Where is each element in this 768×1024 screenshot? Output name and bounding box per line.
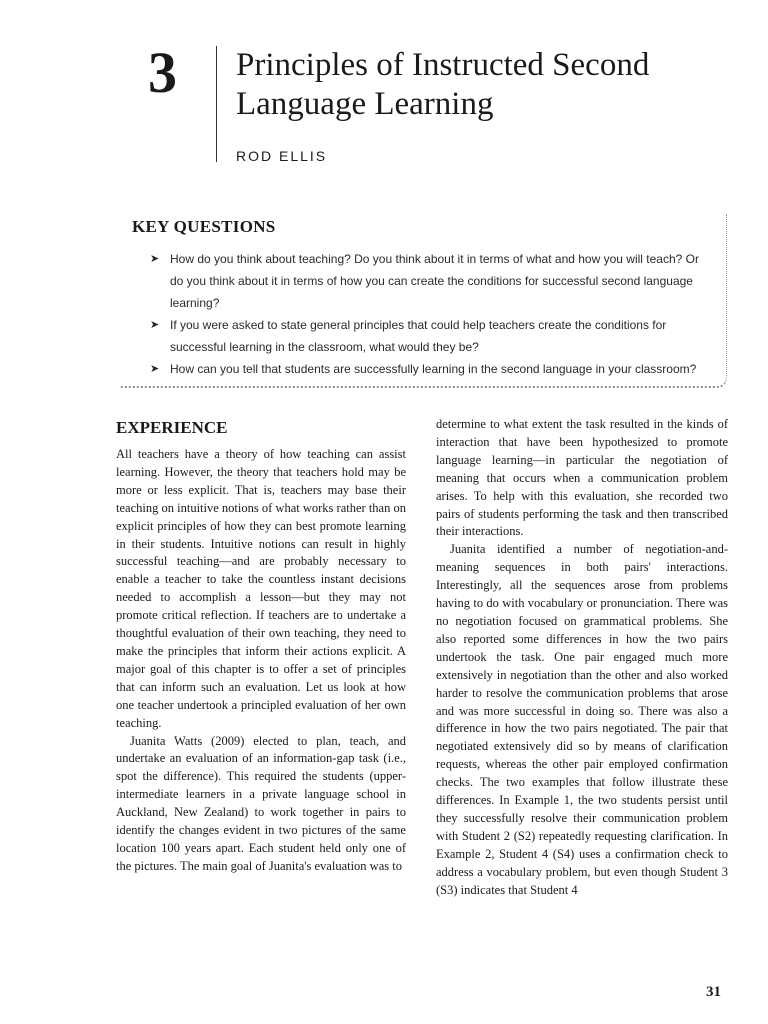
chapter-title: Principles of Instructed Second Language Learning [236, 47, 650, 122]
arrowhead-bullet-icon: ➤ [150, 319, 160, 331]
key-question-item [150, 358, 712, 380]
page-number: 31 [706, 984, 721, 1000]
key-questions-list [150, 248, 712, 380]
body-paragraph: All teachers have a theory of how teaching can assist learning. However, the theory that teachers hold may be more or less explicit. That is, teachers may base their teaching on intuitive notions of what works rather than on explicit principles of how they can best promote learning in their students. Intuitive notions can result in highly successful teaching—and are probably necessary to enable a teacher to take the countless instant decisions needed to accomplish a lesson—but they may not promote critical reflection. If teachers are to undertake a thoughtful evaluation of their own teaching, they need to make the principles that inform their actions explicit. A major goal of this chapter is to offer a set of principles that can inform such an evaluation. Let us look at how one teacher undertook a principled evaluation of her own teaching. [116, 447, 406, 730]
key-question-text: If you were asked to state general principles that could help teachers create the conditions for successful learning in the classroom, what would they be? [170, 318, 667, 354]
body-paragraph: Juanita identified a number of negotiation-and-meaning sequences in both pairs' interactions. Interestingly, all the sequences arose from problems having to do with vocabulary or pronunciation. There was no negotiation focused on grammatical problems. She also reported some differences in how the two pairs undertook the task. One pair engaged much more extensively in negotiation than the other and also worked harder to resolve the communication problems that arose and was more successful in doing so. There was also a difference in how the two pairs negotiated. The pair that negotiated extensively did so by means of clarification requests, whereas the other pair employed confirmation checks. The two examples that follow illustrate these differences. In Example 1, the two students persist until they successfully resolve their communication problem with Student 2 (S2) repeatedly requesting clarification. In Example 2, Student 4 (S4) uses a confirmation check to address a vocabulary problem, but even though Student 3 (S3) indicates that Student 4 [436, 542, 728, 897]
chapter-number: 3 [148, 40, 177, 105]
arrowhead-bullet-icon: ➤ [150, 253, 160, 265]
key-questions-heading: KEY QUESTIONS [132, 217, 276, 236]
experience-heading: EXPERIENCE [116, 418, 228, 437]
body-paragraph: determine to what extent the task resulted in the kinds of interaction that have been hypothesized to promote language learning—in particular the negotiation of meaning that occurs when a communication problem arises. To help with this evaluation, she recorded two pairs of students performing the task and then transcribed their interactions. [436, 417, 728, 539]
chapter-divider [216, 46, 217, 162]
key-question-item [150, 248, 712, 314]
body-paragraph: Juanita Watts (2009) elected to plan, teach, and undertake an evaluation of an information-gap task (i.e., spot the difference). This required the students (upper-intermediate learners in a private language school in Auckland, New Zealand) to work together in pairs to identify the changes evident in two pictures of the same location 100 years apart. Each student held only one of the pictures. The main goal of Juanita's evaluation was to [116, 733, 406, 873]
left-column [116, 446, 406, 876]
key-question-text: How can you tell that students are successfully learning in the second language in your classroom? [170, 362, 697, 376]
arrowhead-bullet-icon: ➤ [150, 363, 160, 375]
key-question-text: How do you think about teaching? Do you think about it in terms of what and how you will teach? Or do you think about it in terms of how you can create the conditions for successful second language learning? [170, 252, 699, 310]
chapter-author: ROD ELLIS [236, 148, 328, 164]
right-column [436, 416, 728, 899]
key-question-item [150, 314, 712, 358]
